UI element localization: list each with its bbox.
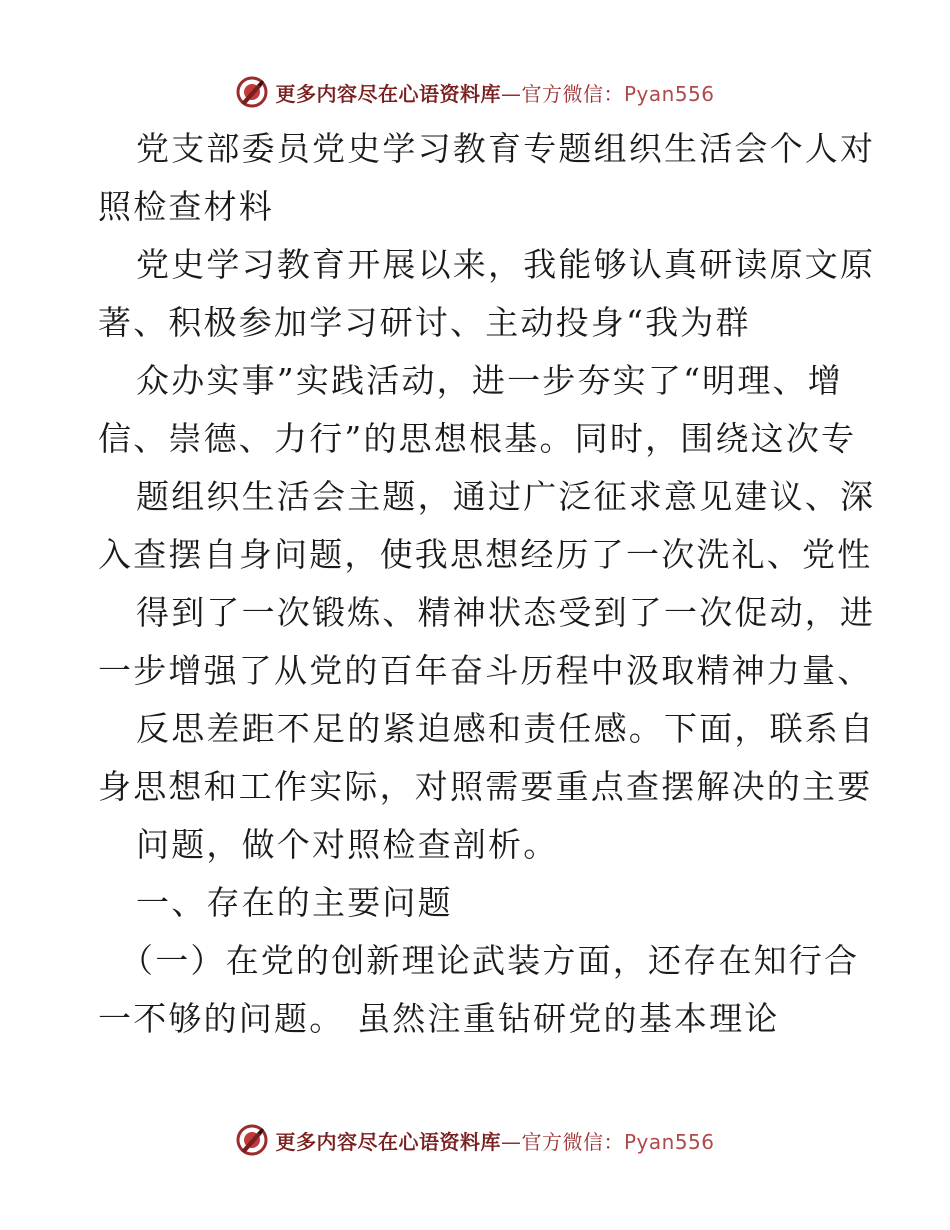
pen-in-circle-logo-icon — [235, 1123, 269, 1157]
subsection-line: 一不够的问题。 虽然注重钻研党的基本理论 — [98, 999, 780, 1038]
header-banner — [0, 72, 950, 112]
pen-in-circle-logo-icon — [235, 75, 269, 109]
section-heading: 一、存在的主要问题 — [136, 883, 453, 922]
paragraph-line: 党史学习教育开展以来，我能够认真研读原文原 — [136, 245, 876, 284]
paragraph-line: 入查摆自身问题，使我思想经历了一次洗礼、党性 — [98, 535, 873, 574]
title-line-1: 党支部委员党史学习教育专题组织生活会个人对 — [136, 129, 876, 168]
banner-wechat-label: 官方微信： — [521, 1129, 624, 1154]
paragraph-line: 著、积极参加学习研讨、主动投身“我为群 — [98, 303, 751, 342]
banner-prefix: 更多内容尽在心语资料库 — [275, 81, 501, 106]
banner-dash: — — [500, 1129, 522, 1154]
banner-wechat-id: Pyan556 — [623, 81, 715, 106]
banner-text — [275, 1126, 714, 1155]
banner-dash: — — [500, 81, 522, 106]
paragraph-line: 题组织生活会主题，通过广泛征求意见建议、深 — [136, 477, 876, 516]
banner-wechat-label: 官方微信： — [521, 81, 624, 106]
title-line-2: 照检查材料 — [98, 187, 274, 226]
banner-text — [275, 78, 714, 107]
subsection-line: （一）在党的创新理论武装方面，还存在知行合 — [120, 941, 860, 980]
paragraph-line: 得到了一次锻炼、精神状态受到了一次促动，进 — [136, 593, 876, 632]
banner-wechat-id: Pyan556 — [623, 1129, 715, 1154]
paragraph-line: 信、崇德、力行”的思想根基。同时，围绕这次专 — [98, 419, 857, 458]
footer-banner — [0, 1120, 950, 1160]
paragraph-line: 众办实事”实践活动，进一步夯实了“明理、增 — [136, 361, 843, 400]
paragraph-line: 身思想和工作实际，对照需要重点查摆解决的主要 — [98, 767, 873, 806]
paragraph-line: 反思差距不足的紧迫感和责任感。下面，联系自 — [136, 709, 876, 748]
banner-prefix: 更多内容尽在心语资料库 — [275, 1129, 501, 1154]
paragraph-line: 一步增强了从党的百年奋斗历程中汲取精神力量、 — [98, 651, 873, 690]
paragraph-line: 问题，做个对照检查剖析。 — [136, 825, 559, 864]
